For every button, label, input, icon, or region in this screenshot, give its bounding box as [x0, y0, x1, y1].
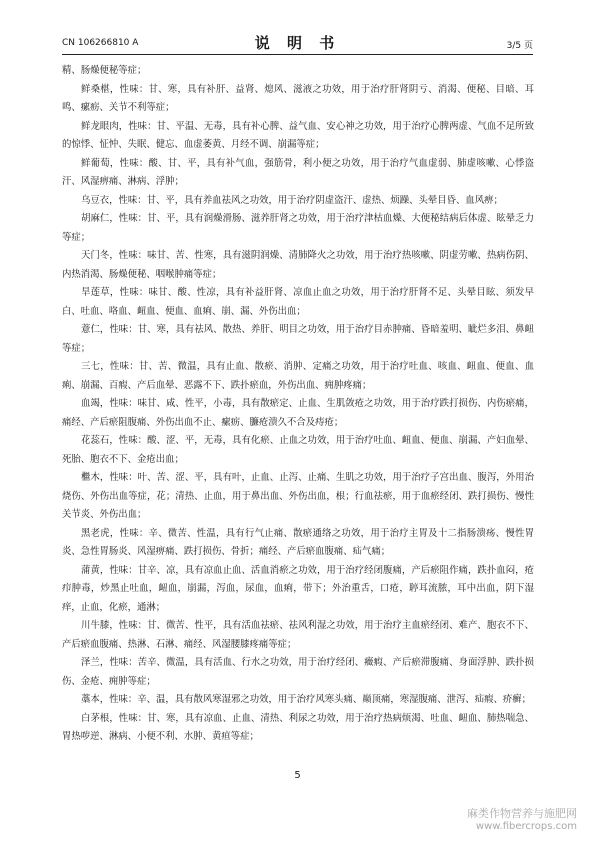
- paragraph-jimu: 檵木，性味：叶、苦、涩、平，具有叶，止血、止泻、止痛、生肌之功效，用于治疗子宫出血、腹泻，外用治烧伤、外伤出血等症，花；清热、止血，用于鼻出血、外伤出血，根；行血祛瘀，用于血瘀经闭、跌打损伤、慢性关节炎、外伤出血；: [62, 472, 534, 520]
- paragraph-sangshen: 鲜桑椹，性味：甘、寒，具有补肝、益肾、熄风、滋液之功效，用于治疗肝肾阴亏、消渴、便秘、目暗、耳鸣、瘰疬、关节不利等症；: [62, 83, 534, 113]
- paragraph-putao: 鲜葡萄，性味：酸、甘、平，具有补气血，强筋骨，利小便之功效，用于治疗气血虚弱、肺虚咳嗽、心悸盗汗、风湿痹痛、淋病、浮肿；: [62, 157, 534, 187]
- paragraph-heilaohu: 黑老虎，性味：辛、微苦、性温，具有行气止痛、散瘀通络之功效，用于治疗主胃及十二指肠溃疡、慢性胃炎、急性胃肠炎、风湿痹痛、跌打损伤、骨折；痛经、产后瘀血腹痛、疝气痛；: [62, 527, 534, 557]
- description-body: [62, 62, 534, 747]
- page-number: 5: [294, 770, 301, 781]
- paragraph-humaren: 胡麻仁，性味：甘、平，具有润燥滑肠、滋养肝肾之功效，用于治疗津枯血燥、大便秘结病后体虚、眩晕乏力等症；: [62, 213, 534, 243]
- page-header: [62, 32, 533, 55]
- paragraph-zelan: 泽兰，性味：苦辛、微温，具有活血、行水之功效，用于治疗经闭、癥瘕、产后瘀滞腹痛、身面浮肿、跌扑损伤、金疮、痈肿等症；: [62, 657, 534, 687]
- paragraph-gaoben: 藁本，性味：辛、温，具有散风寒湿邪之功效，用于治疗风寒头痛、巅顶痛，寒湿腹痛、泄泻、疝瘕、疥癣；: [81, 694, 532, 705]
- paragraph-xuejie: 血竭，性味：味甘、咸、性平，小毒，具有散瘀定、止血、生肌敛疮之功效，用于治疗跌打损伤、内伤瘀痛，痛经、产后瘀阻腹痛、外伤出血不止、瘰疬、臁疮溃久不合及痔疮；: [62, 398, 534, 428]
- paragraph-baimaogen: 白茅根，性味：甘、寒，具有凉血、止血、清热、利尿之功效，用于治疗热病烦渴、吐血、衄血、肺热喘急、胃热哕逆、淋病、小便不利、水肿、黄疸等症；: [62, 712, 534, 742]
- paragraph-yiren: 薏仁，性味：甘、寒，具有祛风、散热、养肝、明目之功效，用于治疗目赤肿痛、昏暗羞明、眦烂多泪、鼻衄等症；: [62, 324, 534, 354]
- patent-number: CN 106266810 A: [62, 38, 139, 48]
- paragraph-huaruishi: 花蕊石，性味：酸、涩、平，无毒，具有化瘀、止血之功效，用于治疗吐血、衄血、便血、崩漏、产妇血晕、死胎、胞衣不下、金疮出血；: [62, 435, 534, 465]
- paragraph-sanqi: 三七，性味：甘、苦、微温，具有止血、散瘀、消肿、定痛之功效，用于治疗吐血、咳血、衄血、便血、血痢、崩漏、百瘕、产后血晕、恶露不下、跌扑瘀血，外伤出血、痈肿疼痛；: [62, 361, 534, 391]
- paragraph-wudouyi: 乌豆衣，性味：甘、平，具有养血祛风之功效，用于治疗阴虚盗汗、虚热、烦躁、头晕目昏、血风痹；: [81, 194, 503, 206]
- paragraph-hanliancao: 旱莲草，性味：味甘、酸、性凉，具有补益肝肾、凉血止血之功效，用于治疗肝肾不足、头晕目眩、须发早白、吐血、咯血、衄血、便血、血痢、崩、漏、外伤出血；: [62, 287, 534, 317]
- document-title: 说 明 书: [254, 34, 341, 52]
- paragraph-tianmendong: 天门冬，性味：味甘、苦、性寒，具有滋阴润燥、清肺降火之功效，用于治疗热咳嗽、阴虚劳嗽、热病伤阴、内热消渴、肠燥便秘、咽喉肿痛等症；: [62, 250, 534, 280]
- watermark: [467, 805, 577, 832]
- watermark-url: www.fibercrops.com: [475, 821, 577, 832]
- paragraph-longyanrou: 鲜龙眼肉，性味：甘、平温、无毒，具有补心脾、益气血、安心神之功效，用于治疗心脾两虚、气血不足所致的惊悸、怔忡、失眠、健忘、血虚萎黄、月经不调、崩漏等症；: [62, 120, 534, 150]
- page-ratio: 3/5 页: [506, 41, 533, 51]
- paragraph-continuation: 精、肠燥便秘等症；: [62, 65, 147, 76]
- paragraph-puhuang: 蒲黄，性味：甘辛、凉，具有凉血止血、活血消瘀之功效，用于治疗经闭腹痛，产后瘀阻作痛，跌扑血闷，疮疖肿毒，炒黑止吐血，衄血，崩漏，泻血，尿血，血痢，带下；外治重舌，口疮，聤耳流脓，耳中出血，阴下湿痒，止血，化瘀，通淋；: [62, 564, 534, 613]
- watermark-site-name: 麻类作物营养与施肥网: [467, 807, 577, 820]
- paragraph-chuanniuxi: 川牛膝，性味：甘、微苦、性平，具有活血祛瘀、祛风利湿之功效，用于治疗主血瘀经闭、难产、胞衣不下、产后瘀血腹痛、热淋、石淋、痛经、风湿腰膝疼痛等症；: [62, 620, 534, 650]
